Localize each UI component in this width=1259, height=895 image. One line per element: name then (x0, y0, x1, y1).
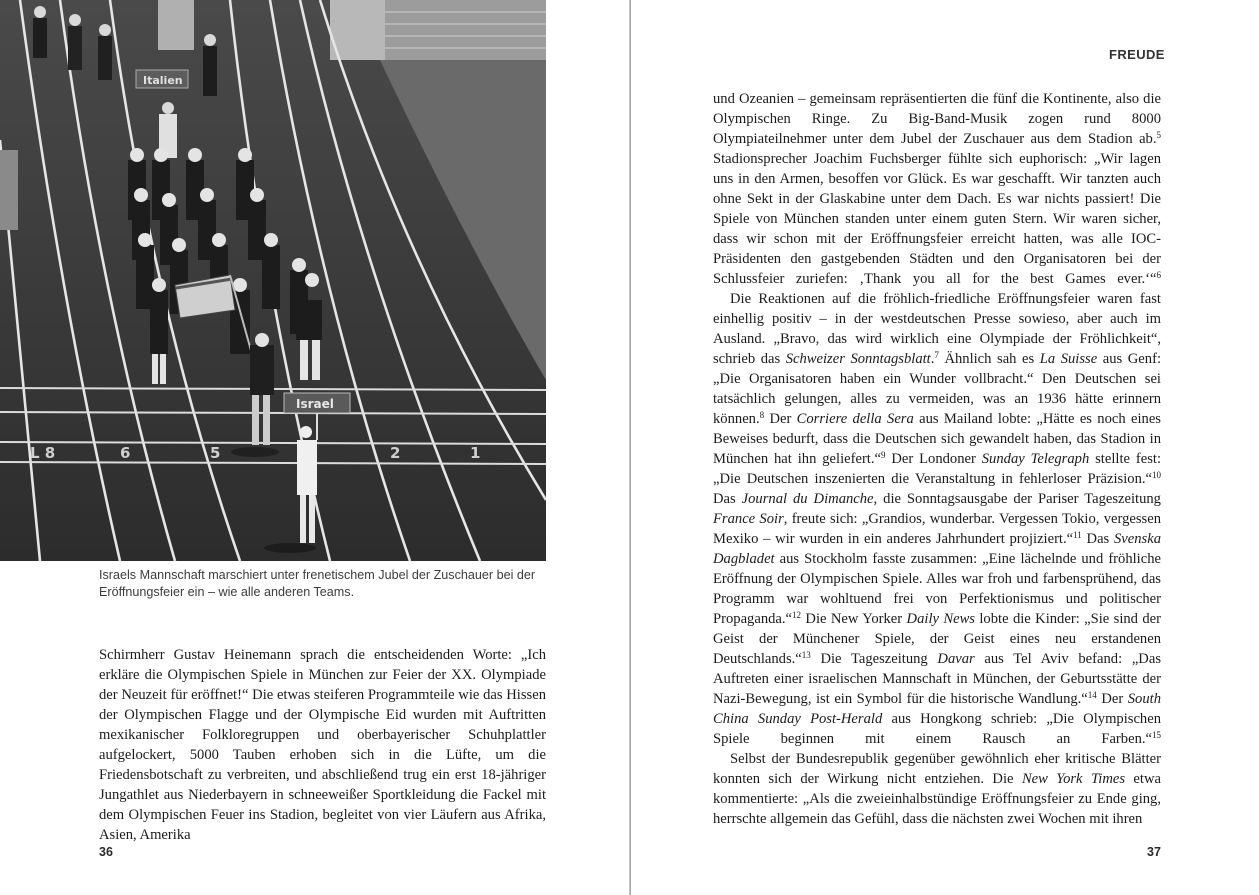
svg-text:6: 6 (120, 444, 131, 462)
svg-text:5: 5 (210, 444, 221, 462)
svg-text:2: 2 (390, 444, 401, 462)
footnote-ref-8: 8 (759, 410, 765, 420)
footnote-ref-10: 10 (1152, 470, 1161, 480)
italien-sign: Italien (143, 74, 183, 87)
olympic-parade-photo (0, 0, 546, 561)
israel-sign: Israel (296, 397, 334, 411)
footnote-ref-9: 9 (880, 450, 886, 460)
photo-caption: Israels Mannschaft marschiert unter frenetischem Jubel der Zuschauer bei der Eröffnungsfeier ein – wie alle anderen Teams. (99, 568, 536, 599)
left-body-text (99, 645, 546, 845)
svg-text:L 8: L 8 (30, 444, 56, 462)
footnote-ref-6: 6 (1156, 270, 1161, 280)
page-number-left: 36 (99, 845, 113, 859)
footnote-ref-5: 5 (1156, 130, 1161, 140)
page-number-right: 37 (1147, 845, 1161, 859)
right-body-text (713, 89, 1161, 829)
running-head: FREUDE (1109, 47, 1165, 62)
left-paragraph: Schirmherr Gustav Heinemann sprach die entscheidenden Worte: „Ich erkläre die Olympischen Spiele in München zur Feier der XX. Olympiade der Neuzeit für eröffnet!“ Die etwas steiferen Programmteile wie das Hissen der Olympischen Flagge und der Olympische Eid wurden mit Auftritten mexikanischer Folkloregruppen und oberbayerischer Schuhplattler aufgelockert, 5000 Tauben erhoben sich in die Lüfte, um die Friedensbotschaft zu verbreiten, und abschließend trug ein erst 18-jähriger Jungathlet aus Niederbayern in schneeweißer Sportkleidung die Fackel mit dem Olympischen Feuer ins Stadion, begleitet von vier Läufern aus Afrika, Asien, Amerika (99, 647, 546, 843)
footnote-ref-7: 7 (934, 350, 939, 360)
footnote-ref-14: 14 (1087, 690, 1097, 700)
right-paragraph-3: Selbst der Bundesrepublik gegenüber gewöhnlich eher kritische Blätter konnten sich der Wirkung nicht entziehen. Die New York Times etwa kommentierte: „Als die zweieinhalbstündige Eröffnungsfeier zu Ende ging, herrschte allgemein das Gefühl, dass die nächsten zwei Wochen mit ihren (713, 751, 1161, 827)
right-paragraph-2: Die Reaktionen auf die fröhlich-friedliche Eröffnungsfeier waren fast einhellig positiv – in der westdeutschen Presse sowieso, aber auch im Ausland. „Bravo, das wird wirklich eine Olympiade der Fröhlichkeit“, schrieb das Schweizer Sonntagsblatt.$^7$ Ähnlich sah es La Suisse aus Genf: „Die Organisatoren haben ein Wunder vollbracht.“ Den Deutschen sei tatsächlich gelungen, alles zu vermeiden, was an 1936 hätte erinnern können.$^8$ Der Corriere della Sera aus Mailand lobte: „Hätte es noch eines Beweises bedurft, dass die Deutschen sich gewandelt haben, das Stadion in München hat ihn geliefert.“$^9$ Der Londoner Sunday Telegraph stellte fest: „Die Deutschen inszenierten die Veranstaltung in fehlerloser Präzision.“$^{10}$ Das Journal du Dimanche, die Sonntagsausgabe der Pariser Tageszeitung France Soir, freute sich: „Grandios, wunderbar. Vergessen Tokio, vergessen Mexiko – wir wurden in ein anderes Jahrhundert projiziert.“$^{11}$ Das Svenska Dagbladet aus Stockholm fasste zusammen: „Eine lächelnde und fröhliche Eröffnung der Olympischen Spiele. Alles war froh und farbensprühend, das Programm war wohltuend frei von Perfektionismus und politischer Propaganda.“$^{12}$ Die New Yorker Daily News lobte die Kinder: „Sie sind der Geist der Münchener Spiele, der Geist eines neu erstandenen Deutschlands.“$^{13}$ Die Tageszeitung Davar aus Tel Aviv befand: „Das Auftreten einer israelischen Mannschaft in München, der Geburtsstätte der Nazi-Bewegung, ist ein Symbol für die historische Wandlung.“$^{14}$ Der South China Sunday Post-Herald aus Hongkong schrieb: „Die Olympischen Spiele beginnen mit einem Rausch an Farben.“$^{15}$ (713, 291, 1161, 747)
right-page (631, 0, 1259, 895)
footnote-ref-11: 11 (1073, 530, 1082, 540)
right-paragraph-1: und Ozeanien – gemeinsam repräsentierten die fünf die Kontinente, also die Olympischen Ringe. Zu Big-Band-Musik zogen rund 8000 Olympiateilnehmer unter dem Jubel der Zuschauer aus dem Stadion ab.$^5$ Stadionsprecher Joachim Fuchsberger fühlte sich euphorisch: „Wir lagen uns in den Armen, besoffen vor Glück. Es war geschafft. Wir tanzten auch ohne Sekt in der Glaskabine unter dem Dach. Es war nichts passiert! Die Spiele von München standen unter einem guten Stern. Wir waren sicher, dass wir schon mit der Eröffnungsfeier erreicht hatten, was alle IOC-Präsidenten den gastgebenden Städten und den Organisatoren bei der Schlussfeier zuriefen: ‚Thank you all for the best Games ever.‘“$^6$ (713, 91, 1161, 287)
footnote-ref-12: 12 (792, 610, 802, 620)
svg-text:1: 1 (470, 444, 481, 462)
footnote-ref-15: 15 (1152, 730, 1161, 740)
footnote-ref-13: 13 (801, 650, 811, 660)
